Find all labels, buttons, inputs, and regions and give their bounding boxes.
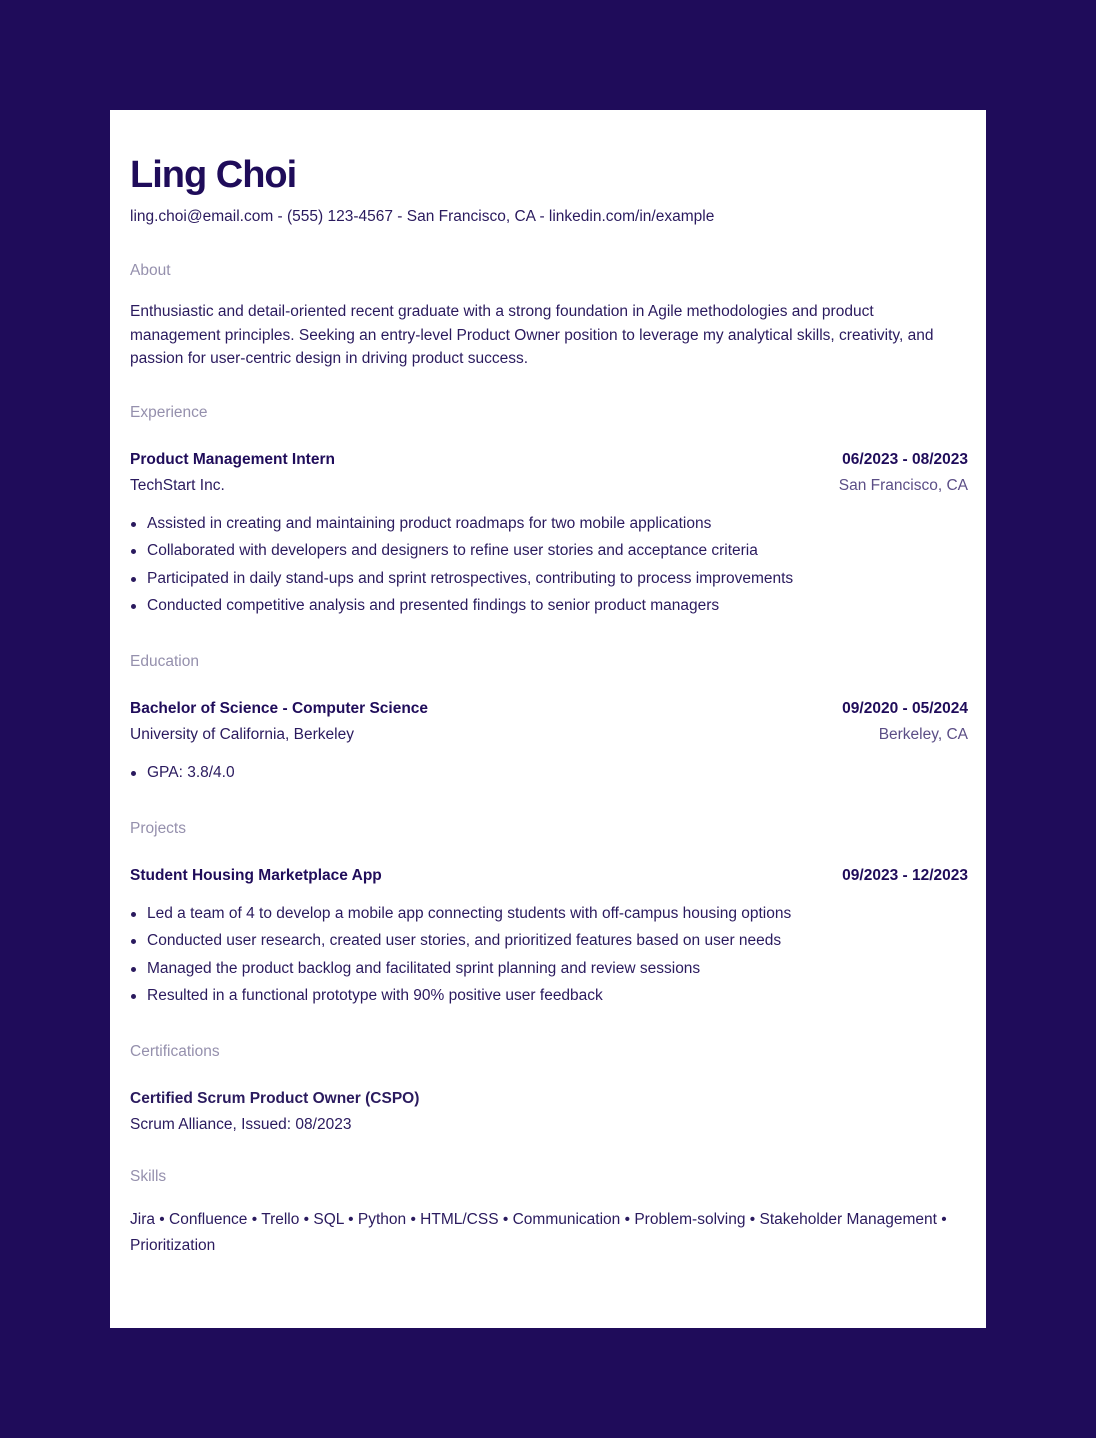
job-company: TechStart Inc. <box>130 477 225 494</box>
list-item: Collaborated with developers and designers to refine user stories and acceptance criteria <box>147 541 793 568</box>
project-title-row <box>130 867 968 889</box>
school-location: Berkeley, CA <box>878 726 968 743</box>
education-dates: 09/2020 - 05/2024 <box>842 700 968 717</box>
certifications-heading: Certifications <box>130 1043 220 1060</box>
education-school-row <box>130 726 968 748</box>
experience-bullets <box>130 514 793 623</box>
list-item: Participated in daily stand-ups and sprint retrospectives, contributing to process improvements <box>147 569 793 596</box>
certification-issued: , Issued: 08/2023 <box>232 1116 352 1133</box>
education-degree-row <box>130 700 968 722</box>
list-item: GPA: 3.8/4.0 <box>147 763 235 790</box>
candidate-name: Ling Choi <box>130 154 297 196</box>
certification-name: Certified Scrum Product Owner (CSPO) <box>130 1090 420 1107</box>
education-heading: Education <box>130 653 199 670</box>
job-title: Product Management Intern <box>130 451 335 468</box>
experience-title-row <box>130 451 968 473</box>
project-bullets <box>130 904 791 1013</box>
list-item: Conducted user research, created user stories, and prioritized features based on user needs <box>147 931 791 958</box>
list-item: Led a team of 4 to develop a mobile app connecting students with off-campus housing options <box>147 904 791 931</box>
list-item: Managed the product backlog and facilitated sprint planning and review sessions <box>147 959 791 986</box>
job-location: San Francisco, CA <box>838 477 968 494</box>
projects-heading: Projects <box>130 820 186 837</box>
list-item: Assisted in creating and maintaining product roadmaps for two mobile applications <box>147 514 793 541</box>
degree-title: Bachelor of Science - Computer Science <box>130 700 429 717</box>
contact-line: ling.choi@email.com - (555) 123-4567 - San Francisco, CA - linkedin.com/in/example <box>130 208 715 225</box>
about-heading: About <box>130 262 171 279</box>
list-item: Resulted in a functional prototype with 90% positive user feedback <box>147 986 791 1013</box>
about-text: Enthusiastic and detail-oriented recent graduate with a strong foundation in Agile methodologies and product management principles. Seeking an entry-level Product Owner position to leverage my analytical skills, creativity, and passion for user-centric design in driving product success. <box>130 303 934 367</box>
job-dates: 06/2023 - 08/2023 <box>842 451 968 468</box>
skills-heading: Skills <box>130 1168 167 1185</box>
certification-issuer-line <box>130 1116 351 1134</box>
skills-text: Jira • Confluence • Trello • SQL • Python • HTML/CSS • Communication • Problem-solving • Stakeholder Management • Prioritization <box>130 1211 947 1254</box>
resume-page <box>110 110 986 1328</box>
experience-heading: Experience <box>130 404 208 421</box>
project-title: Student Housing Marketplace App <box>130 867 382 884</box>
list-item: Conducted competitive analysis and presented findings to senior product managers <box>147 596 793 623</box>
education-bullets <box>130 763 235 790</box>
school-name: University of California, Berkeley <box>130 726 354 743</box>
experience-company-row <box>130 477 968 499</box>
certification-issuer: Scrum Alliance <box>130 1116 233 1133</box>
project-dates: 09/2023 - 12/2023 <box>842 867 968 884</box>
